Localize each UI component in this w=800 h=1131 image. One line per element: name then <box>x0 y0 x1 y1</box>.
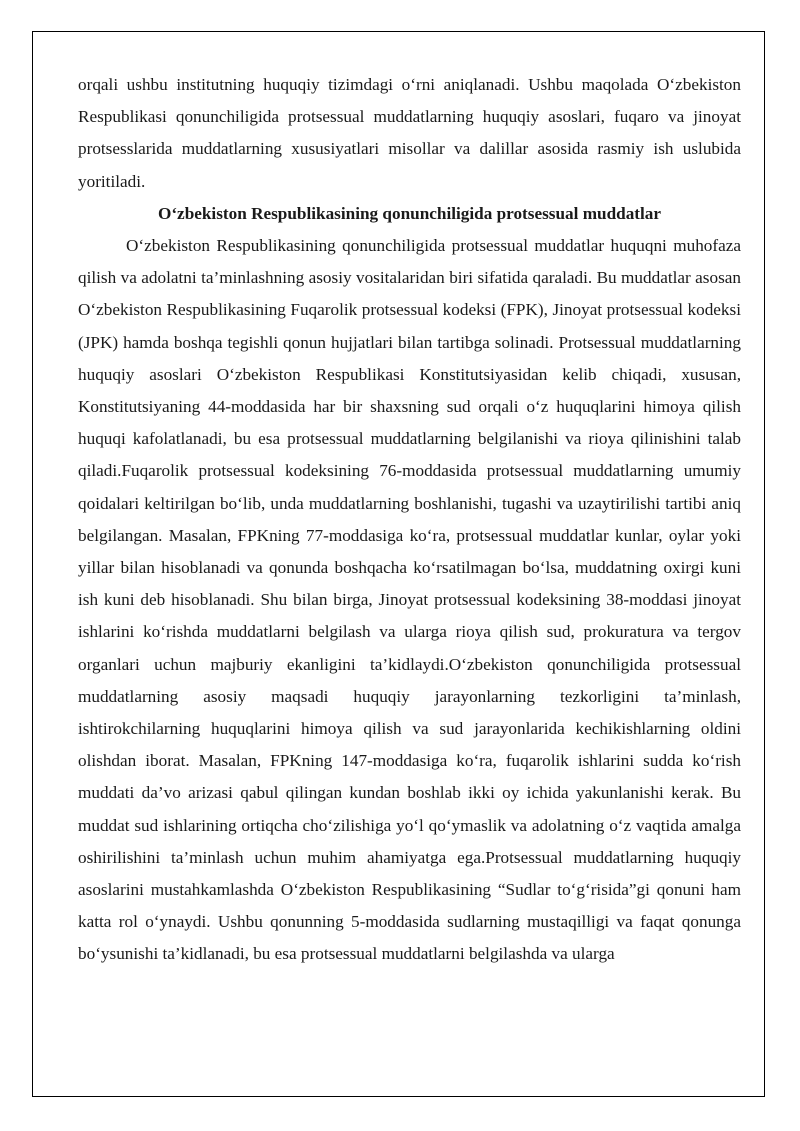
body-paragraph: O‘zbekiston Respublikasining qonunchiligida protsessual muddatlar huquqni muhofaza qilish va adolatni ta’minlashning asosiy vositalaridan biri sifatida qaraladi. Bu muddatlar asosan O‘zbekiston Respublikasining Fuqarolik protsessual kodeksi (FPK), Jinoyat protsessual kodeksi (JPK) hamda boshqa tegishli qonun hujjatlari bilan tartibga solinadi. Protsessual muddatlarning huquqiy asoslari O‘zbekiston Respublikasi Konstitutsiyasidan kelib chiqadi, xususan, Konstitutsiyaning 44-moddasida har bir shaxsning sud orqali o‘z huquqlarini himoya qilish huquqi kafolatlanadi, bu esa protsessual muddatlarning belgilanishi va rioya qilinishini talab qiladi.Fuqarolik protsessual kodeksining 76-moddasida protsessual muddatlarning umumiy qoidalari keltirilgan bo‘lib, unda muddatlarning boshlanishi, tugashi va uzaytirilishi tartibi aniq belgilangan. Masalan, FPKning 77-moddasiga ko‘ra, protsessual muddatlar kunlar, oylar yoki yillar bilan hisoblanadi va qonunda boshqacha ko‘rsatilmagan bo‘lsa, muddatning oxirgi kuni ish kuni deb hisoblanadi. Shu bilan birga, Jinoyat protsessual kodeksining 38-moddasi jinoyat ishlarini ko‘rishda muddatlarni belgilash va ularga rioya qilish sud, prokuratura va tergov organlari uchun majburiy ekanligini ta’kidlaydi.O‘zbekiston qonunchiligida protsessual muddatlarning asosiy maqsadi huquqiy jarayonlarning tezkorligini ta’minlash, ishtirokchilarning huquqlarini himoya qilish va sud jarayonlarida kechikishlarning oldini olishdan iborat. Masalan, FPKning 147-moddasiga ko‘ra, fuqarolik ishlarini sudda ko‘rish muddati da’vo arizasi qabul qilingan kundan boshlab ikki oy ichida yakunlanishi kerak. Bu muddat sud ishlarining ortiqcha cho‘zilishiga yo‘l qo‘ymaslik va adolatning o‘z vaqtida amalga oshirilishini ta’minlash uchun muhim ahamiyatga ega.Protsessual muddatlarning huquqiy asoslarini mustahkamlashda O‘zbekiston Respublikasining “Sudlar to‘g‘risida”gi qonuni ham katta rol o‘ynaydi. Ushbu qonunning 5-moddasida sudlarning mustaqilligi va faqat qonunga bo‘ysunishi ta’kidlanadi, bu esa protsessual muddatlarni belgilashda va ularga <box>78 236 741 964</box>
intro-paragraph: orqali ushbu institutning huquqiy tizimdagi o‘rni aniqlanadi. Ushbu maqolada O‘zbekiston Respublikasi qonunchiligida protsessual muddatlarning huquqiy asoslari, fuqaro va jinoyat protsesslarida muddatlarning xususiyatlari misollar va dalillar asosida rasmiy ish uslubida yoritiladi. <box>78 75 741 191</box>
document-body <box>78 69 741 971</box>
section-heading: O‘zbekiston Respublikasining qonunchiligida protsessual muddatlar <box>157 203 662 223</box>
